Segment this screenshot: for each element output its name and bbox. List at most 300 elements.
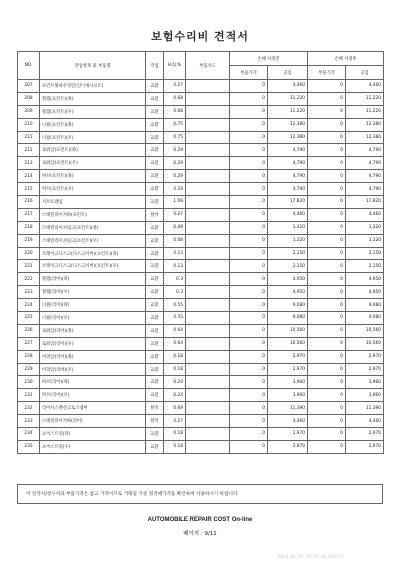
cell-item: 휠캡(리어)(좌) xyxy=(40,273,146,286)
cell-code xyxy=(186,260,230,273)
cell-after-labor: 4,790 xyxy=(346,170,384,183)
cell-hq: 0.64 xyxy=(164,337,186,350)
cell-after-part-price: 0 xyxy=(308,260,346,273)
cell-hq: 0.18 xyxy=(164,440,186,453)
cell-after-part-price: 0 xyxy=(308,324,346,337)
cell-hq: 0.3 xyxy=(164,273,186,286)
table-row xyxy=(18,247,384,260)
table-row xyxy=(18,350,384,363)
cell-hq: 0.24 xyxy=(164,389,186,402)
cell-after-labor: 10,560 xyxy=(346,337,384,350)
cell-after-part-price: 0 xyxy=(308,105,346,118)
cell-after-part-price: 0 xyxy=(308,350,346,363)
table-row xyxy=(18,105,384,118)
cell-item: 브레이크디스크(디스크커버)(프런트)(좌) xyxy=(40,247,146,260)
cell-before-labor: 1,320 xyxy=(268,221,308,234)
cell-after-part-price: 0 xyxy=(308,389,346,402)
cell-work: 교환 xyxy=(146,273,164,286)
cell-work: 교환 xyxy=(146,363,164,376)
cell-code xyxy=(186,312,230,325)
cell-after-part-price: 0 xyxy=(308,131,346,144)
cell-after-part-price: 0 xyxy=(308,337,346,350)
cell-after-labor: 3,960 xyxy=(346,376,384,389)
cell-after-part-price: 0 xyxy=(308,196,346,209)
cell-no: 223 xyxy=(18,286,40,299)
cell-work: 교환 xyxy=(146,286,164,299)
cell-work: 교환 xyxy=(146,183,164,196)
cell-after-labor: 4,950 xyxy=(346,273,384,286)
cell-code xyxy=(186,208,230,221)
header-before: 손해 사정전 xyxy=(230,52,308,66)
cell-hq: 0.68 xyxy=(164,92,186,105)
cell-no: 209 xyxy=(18,105,40,118)
cell-hq: 0.55 xyxy=(164,312,186,325)
cell-work: 교환 xyxy=(146,234,164,247)
cell-before-part-price: 0 xyxy=(230,196,268,209)
cell-before-labor: 2,970 xyxy=(268,350,308,363)
cell-before-labor: 10,560 xyxy=(268,337,308,350)
cell-after-labor: 1,320 xyxy=(346,234,384,247)
cell-before-part-price: 0 xyxy=(230,273,268,286)
cell-before-part-price: 0 xyxy=(230,105,268,118)
cell-work: 교환 xyxy=(146,350,164,363)
cell-item: 로워암(리어)(좌) xyxy=(40,324,146,337)
cell-after-part-price: 0 xyxy=(308,157,346,170)
cell-after-part-price: 0 xyxy=(308,286,346,299)
table-row xyxy=(18,286,384,299)
cell-hq: 0.18 xyxy=(164,350,186,363)
cell-no: 231 xyxy=(18,389,40,402)
table-row xyxy=(18,299,384,312)
cell-code xyxy=(186,363,230,376)
table-row xyxy=(18,324,384,337)
cell-after-labor: 2,970 xyxy=(346,440,384,453)
cell-before-part-price: 0 xyxy=(230,260,268,273)
cell-item: 휠캡(프런트)(우) xyxy=(40,105,146,118)
cell-no: 226 xyxy=(18,324,40,337)
cell-hq: 0.13 xyxy=(164,247,186,260)
cell-item: 너클(리어)(우) xyxy=(40,312,146,325)
cell-no: 232 xyxy=(18,402,40,415)
table-row xyxy=(18,80,384,93)
table-row xyxy=(18,428,384,441)
cell-before-part-price: 0 xyxy=(230,157,268,170)
cell-after-labor: 2,970 xyxy=(346,428,384,441)
cell-hq: 0.08 xyxy=(164,234,186,247)
cell-hq: 0.75 xyxy=(164,118,186,131)
cell-after-labor: 2,150 xyxy=(346,260,384,273)
cell-after-labor: 2,970 xyxy=(346,363,384,376)
cell-code xyxy=(186,299,230,312)
cell-code xyxy=(186,286,230,299)
cell-code xyxy=(186,376,230,389)
cell-before-labor: 11,220 xyxy=(268,92,308,105)
cell-no: 221 xyxy=(18,260,40,273)
cell-code xyxy=(186,131,230,144)
cell-after-part-price: 0 xyxy=(308,80,346,93)
cell-after-labor: 11,390 xyxy=(346,402,384,415)
cell-hq: 0.24 xyxy=(164,376,186,389)
cell-before-part-price: 0 xyxy=(230,170,268,183)
cell-before-labor: 4,460 xyxy=(268,208,308,221)
cell-item: 허브(리어)(좌) xyxy=(40,376,146,389)
cell-item: 스태빌라이저바(프런트) xyxy=(40,208,146,221)
cell-hq: 0.68 xyxy=(164,105,186,118)
cell-no: 217 xyxy=(18,208,40,221)
cell-no: 214 xyxy=(18,170,40,183)
cell-work: 탈착 xyxy=(146,402,164,415)
cell-before-labor: 3,960 xyxy=(268,389,308,402)
cell-after-labor: 4,950 xyxy=(346,286,384,299)
cell-after-labor: 1,320 xyxy=(346,221,384,234)
cell-no: 234 xyxy=(18,428,40,441)
header-code: 부품코드 xyxy=(186,52,230,80)
table-row xyxy=(18,221,384,234)
cell-after-part-price: 0 xyxy=(308,428,346,441)
cell-hq: 0.64 xyxy=(164,324,186,337)
cell-after-labor: 2,150 xyxy=(346,247,384,260)
header-after-part-price: 부품가격 xyxy=(308,66,346,80)
cell-no: 211 xyxy=(18,131,40,144)
cell-before-labor: 10,560 xyxy=(268,324,308,337)
cell-code xyxy=(186,402,230,415)
table-row xyxy=(18,170,384,183)
cell-hq: 0.29 xyxy=(164,183,186,196)
cell-no: 215 xyxy=(18,183,40,196)
cell-no: 222 xyxy=(18,273,40,286)
price-notice: 이 견적서/청구서의 부품가격은 참고 가격이므로 거래일 기준 정격매가격을 확인하여 사용하시기 바랍니다. xyxy=(17,484,383,504)
cell-code xyxy=(186,273,230,286)
cell-after-part-price: 0 xyxy=(308,92,346,105)
table-row xyxy=(18,389,384,402)
cell-after-labor: 9,080 xyxy=(346,312,384,325)
cell-no: 220 xyxy=(18,247,40,260)
cell-after-labor: 2,970 xyxy=(346,350,384,363)
table-row xyxy=(18,183,384,196)
cell-code xyxy=(186,221,230,234)
cell-work: 교환 xyxy=(146,337,164,350)
cell-item: 너클(프런트)(좌) xyxy=(40,118,146,131)
cell-before-labor: 11,390 xyxy=(268,402,308,415)
cell-before-labor: 4,790 xyxy=(268,144,308,157)
cell-work: 탈착 xyxy=(146,208,164,221)
cell-code xyxy=(186,337,230,350)
cell-code xyxy=(186,157,230,170)
cell-after-part-price: 0 xyxy=(308,402,346,415)
cell-work: 교환 xyxy=(146,428,164,441)
cell-hq: 0.08 xyxy=(164,221,186,234)
table-body xyxy=(18,80,384,454)
cell-work: 교환 xyxy=(146,118,164,131)
cell-work: 탈착 xyxy=(146,415,164,428)
cell-after-part-price: 0 xyxy=(308,247,346,260)
cell-item: 쇼어스트럿(좌) xyxy=(40,428,146,441)
cell-after-labor: 4,790 xyxy=(346,157,384,170)
cell-after-labor: 3,960 xyxy=(346,389,384,402)
header-before-labor: 공임 xyxy=(268,66,308,80)
cell-before-labor: 4,460 xyxy=(268,80,308,93)
cell-no: 229 xyxy=(18,363,40,376)
cell-work: 교환 xyxy=(146,221,164,234)
cell-no: 207 xyxy=(18,80,40,93)
table-row xyxy=(18,92,384,105)
cell-before-labor: 4,950 xyxy=(268,273,308,286)
cell-before-labor: 4,460 xyxy=(268,415,308,428)
cell-before-labor: 4,790 xyxy=(268,157,308,170)
cell-hq: 0.18 xyxy=(164,428,186,441)
cell-before-part-price: 0 xyxy=(230,299,268,312)
cell-before-labor: 12,380 xyxy=(268,131,308,144)
cell-after-part-price: 0 xyxy=(308,363,346,376)
cell-before-part-price: 0 xyxy=(230,221,268,234)
cell-before-part-price: 0 xyxy=(230,247,268,260)
cell-before-part-price: 0 xyxy=(230,286,268,299)
cell-after-part-price: 0 xyxy=(308,170,346,183)
cell-work: 교환 xyxy=(146,170,164,183)
cell-work: 교환 xyxy=(146,92,164,105)
cell-item: 허브(프런트)(우) xyxy=(40,183,146,196)
cell-item: 프런트휠하우징안(인너섀시프트) xyxy=(40,80,146,93)
cell-before-part-price: 0 xyxy=(230,234,268,247)
header-work: 작업 xyxy=(146,52,164,80)
cell-after-labor: 4,790 xyxy=(346,183,384,196)
cell-item: 브레이크디스크(디스크커버)(프런트)(우) xyxy=(40,260,146,273)
print-stamp: 2024-06-05 10:32:40 A11273 xyxy=(278,554,344,559)
table-row xyxy=(18,363,384,376)
cell-no: 219 xyxy=(18,234,40,247)
cell-hq: 0.29 xyxy=(164,170,186,183)
cell-item: 스태빌라이저링크(프런트)(우) xyxy=(40,234,146,247)
cell-code xyxy=(186,118,230,131)
cell-before-part-price: 0 xyxy=(230,337,268,350)
cell-work: 교환 xyxy=(146,376,164,389)
cell-item: 휠캡(프런트)(좌) xyxy=(40,92,146,105)
cell-after-labor: 12,380 xyxy=(346,131,384,144)
cell-after-labor: 17,820 xyxy=(346,196,384,209)
table-row xyxy=(18,440,384,453)
cell-before-part-price: 0 xyxy=(230,324,268,337)
cell-after-labor: 11,220 xyxy=(346,105,384,118)
cell-item: 서브프레임 xyxy=(40,196,146,209)
cell-before-labor: 1,320 xyxy=(268,234,308,247)
cell-before-part-price: 0 xyxy=(230,208,268,221)
cell-hq: 0.13 xyxy=(164,260,186,273)
cell-item: 로워암(프런트)(우) xyxy=(40,157,146,170)
cell-no: 210 xyxy=(18,118,40,131)
header-before-part-price: 부품가격 xyxy=(230,66,268,80)
cell-item: 로워암(프런트)(좌) xyxy=(40,144,146,157)
cell-before-part-price: 0 xyxy=(230,183,268,196)
cell-before-labor: 3,960 xyxy=(268,376,308,389)
table-row xyxy=(18,157,384,170)
cell-before-part-price: 0 xyxy=(230,312,268,325)
cell-no: 212 xyxy=(18,144,40,157)
cell-no: 224 xyxy=(18,299,40,312)
table-row xyxy=(18,260,384,273)
cell-no: 208 xyxy=(18,92,40,105)
cell-after-labor: 4,790 xyxy=(346,144,384,157)
cell-before-labor: 11,220 xyxy=(268,105,308,118)
cell-after-labor: 4,460 xyxy=(346,415,384,428)
cell-before-part-price: 0 xyxy=(230,415,268,428)
cell-hq: 0.29 xyxy=(164,144,186,157)
cell-hq: 0.3 xyxy=(164,286,186,299)
cell-before-labor: 2,970 xyxy=(268,428,308,441)
cell-code xyxy=(186,247,230,260)
cell-work: 교환 xyxy=(146,324,164,337)
cell-code xyxy=(186,389,230,402)
cell-before-labor: 2,150 xyxy=(268,260,308,273)
cell-before-labor: 9,080 xyxy=(268,312,308,325)
cell-after-part-price: 0 xyxy=(308,208,346,221)
cell-work: 교환 xyxy=(146,131,164,144)
cell-after-part-price: 0 xyxy=(308,376,346,389)
cell-hq: 0.29 xyxy=(164,157,186,170)
cell-before-part-price: 0 xyxy=(230,80,268,93)
cell-no: 235 xyxy=(18,440,40,453)
cell-hq: 0.27 xyxy=(164,415,186,428)
cell-code xyxy=(186,105,230,118)
cell-work: 교환 xyxy=(146,312,164,325)
cell-no: 216 xyxy=(18,196,40,209)
cell-before-part-price: 0 xyxy=(230,402,268,415)
cell-no: 230 xyxy=(18,376,40,389)
cell-code xyxy=(186,144,230,157)
cell-before-labor: 2,970 xyxy=(268,440,308,453)
cell-work: 교환 xyxy=(146,196,164,209)
cell-after-part-price: 0 xyxy=(308,183,346,196)
cell-code xyxy=(186,170,230,183)
header-after-labor: 공임 xyxy=(346,66,384,80)
cell-item: 너클(리어)(좌) xyxy=(40,299,146,312)
cell-item: 허브(리어)(우) xyxy=(40,389,146,402)
cell-work: 교환 xyxy=(146,440,164,453)
cell-hq: 0.75 xyxy=(164,131,186,144)
cell-after-part-price: 0 xyxy=(308,221,346,234)
cell-before-part-price: 0 xyxy=(230,389,268,402)
document-title: 보험수리비 견적서 xyxy=(151,30,249,43)
cell-item: 쇼어스트럿(우) xyxy=(40,440,146,453)
cell-before-part-price: 0 xyxy=(230,376,268,389)
footer-title: AUTOMOBILE REPAIR COST On-line xyxy=(147,517,253,523)
cell-work: 교환 xyxy=(146,247,164,260)
cell-before-labor: 4,790 xyxy=(268,183,308,196)
table-row xyxy=(18,118,384,131)
cell-after-labor: 4,460 xyxy=(346,80,384,93)
cell-hq: 0.27 xyxy=(164,208,186,221)
cell-item: 리어서스펜션크로스멤버 xyxy=(40,402,146,415)
cell-work: 교환 xyxy=(146,144,164,157)
cell-hq: 0.69 xyxy=(164,402,186,415)
cell-hq: 0.27 xyxy=(164,80,186,93)
table-row xyxy=(18,144,384,157)
cell-after-labor: 11,220 xyxy=(346,92,384,105)
table-row xyxy=(18,376,384,389)
cell-item: 어퍼암(리어)(우) xyxy=(40,363,146,376)
cell-after-part-price: 0 xyxy=(308,299,346,312)
estimate-table xyxy=(17,51,384,454)
cell-code xyxy=(186,183,230,196)
cell-work: 교환 xyxy=(146,105,164,118)
cell-before-labor: 4,950 xyxy=(268,286,308,299)
page-number: 페이지 : 9/11 xyxy=(183,531,217,537)
cell-no: 233 xyxy=(18,415,40,428)
cell-after-part-price: 0 xyxy=(308,234,346,247)
cell-no: 225 xyxy=(18,312,40,325)
cell-after-labor: 9,080 xyxy=(346,299,384,312)
cell-item: 너클(프런트)(우) xyxy=(40,131,146,144)
cell-item: 로워암(리어)(우) xyxy=(40,337,146,350)
cell-before-part-price: 0 xyxy=(230,118,268,131)
header-after: 손해 사정후 xyxy=(308,52,384,66)
cell-after-labor: 12,380 xyxy=(346,118,384,131)
cell-before-part-price: 0 xyxy=(230,440,268,453)
cell-work: 교환 xyxy=(146,389,164,402)
cell-hq: 1.08 xyxy=(164,196,186,209)
cell-code xyxy=(186,415,230,428)
cell-after-part-price: 0 xyxy=(308,144,346,157)
cell-item: 스태빌라이저링크(프런트)(좌) xyxy=(40,221,146,234)
cell-item: 어퍼암(리어)(좌) xyxy=(40,350,146,363)
cell-after-labor: 10,560 xyxy=(346,324,384,337)
cell-work: 교환 xyxy=(146,157,164,170)
cell-hq: 0.18 xyxy=(164,363,186,376)
cell-after-part-price: 0 xyxy=(308,312,346,325)
table-row xyxy=(18,273,384,286)
cell-after-labor: 4,460 xyxy=(346,208,384,221)
cell-no: 213 xyxy=(18,157,40,170)
cell-code xyxy=(186,324,230,337)
cell-code xyxy=(186,428,230,441)
cell-before-part-price: 0 xyxy=(230,131,268,144)
table-row xyxy=(18,402,384,415)
cell-after-part-price: 0 xyxy=(308,440,346,453)
cell-before-part-price: 0 xyxy=(230,350,268,363)
cell-code xyxy=(186,234,230,247)
table-row xyxy=(18,415,384,428)
table-row xyxy=(18,196,384,209)
cell-hq: 0.55 xyxy=(164,299,186,312)
cell-before-labor: 9,080 xyxy=(268,299,308,312)
table-row xyxy=(18,131,384,144)
cell-code xyxy=(186,92,230,105)
cell-item: 휠캡(리어)(우) xyxy=(40,286,146,299)
header-item: 작업항목 및 부품명 xyxy=(40,52,146,80)
cell-item: 스태빌라이저바(리어) xyxy=(40,415,146,428)
cell-item: 허브(프런트)(좌) xyxy=(40,170,146,183)
table-row xyxy=(18,312,384,325)
cell-code xyxy=(186,80,230,93)
cell-before-part-price: 0 xyxy=(230,363,268,376)
cell-before-labor: 17,820 xyxy=(268,196,308,209)
header-hq: H.Q.% xyxy=(164,52,186,80)
cell-after-part-price: 0 xyxy=(308,118,346,131)
cell-after-part-price: 0 xyxy=(308,415,346,428)
cell-no: 227 xyxy=(18,337,40,350)
cell-no: 228 xyxy=(18,350,40,363)
table-row xyxy=(18,234,384,247)
cell-code xyxy=(186,196,230,209)
table-row xyxy=(18,337,384,350)
cell-before-part-price: 0 xyxy=(230,92,268,105)
cell-before-labor: 2,150 xyxy=(268,247,308,260)
cell-after-part-price: 0 xyxy=(308,273,346,286)
table-row xyxy=(18,208,384,221)
cell-work: 교환 xyxy=(146,260,164,273)
cell-work: 교환 xyxy=(146,299,164,312)
cell-code xyxy=(186,350,230,363)
cell-before-labor: 4,790 xyxy=(268,170,308,183)
